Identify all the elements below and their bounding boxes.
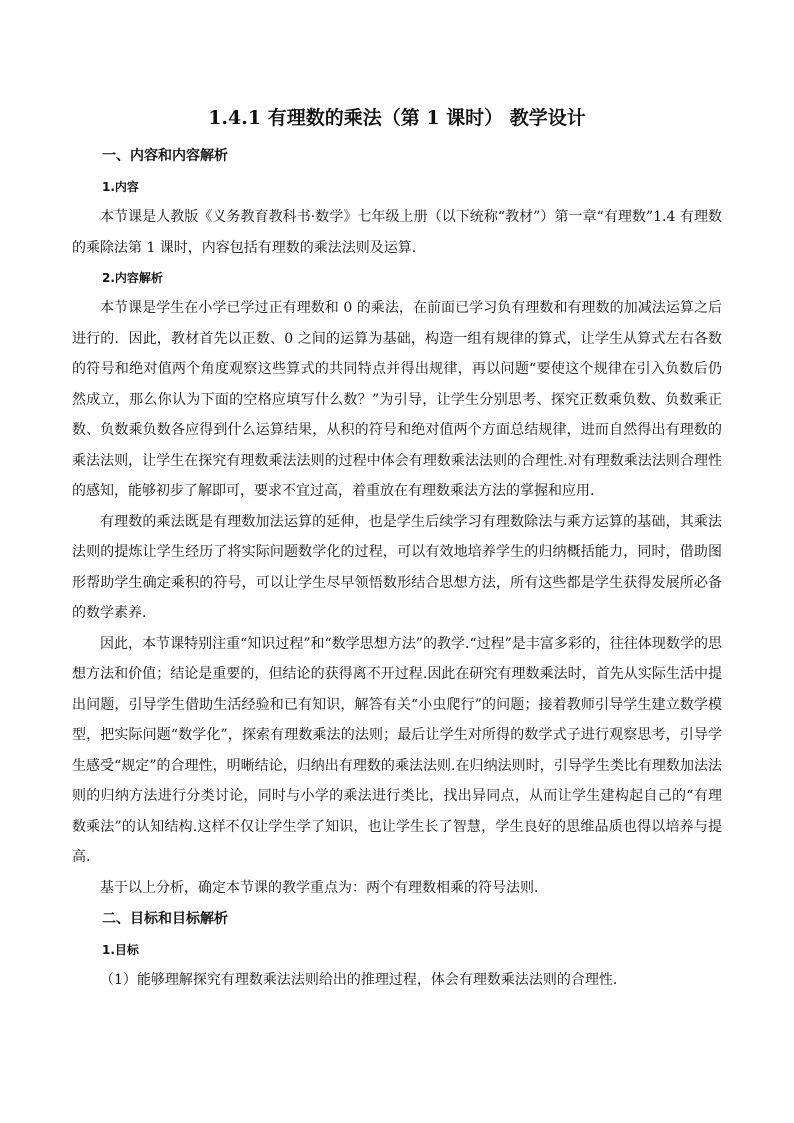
goal-item-1: （1）能够理解探究有理数乘法法则给出的推理过程，体会有理数乘法法则的合理性. <box>100 972 618 988</box>
document-title: 1.4.1 有理数的乘法（第 1 课时） 教学设计 <box>208 107 586 129</box>
paragraph-content: 本节课是人教版《义务教育教科书·数学》七年级上册（以下统称“教材”）第一章“有理数”1.4 有理数的乘除法第 1 课时，内容包括有理数的乘法法则及运算. <box>72 209 722 256</box>
paragraph-analysis-1: 本节课是学生在小学已学过正有理数和 0 的乘法，在前面已学习负有理数和有理数的加减法运算之后进行的．因此，教材首先以正数、0 之间的运算为基础，构造一组有规律的算式，让学生从算式左右各数的符号和绝对值两个角度观察这些算式的共同特点并得出规律，再以问题“要使这个规律在引入负数后仍然成立，那么你认为下面的空格应填写什么数？”为引导，让学生分别思考、探究正数乘负数、负数乘正数、负数乘负数各应得到什么运算结果，从积的符号和绝对值两个方面总结规律，进而自然得出有理数的乘法法则，让学生在探究有理数乘法法则的过程中体会有理数乘法法则的合理性.对有理数乘法法则合理性的感知，能够初步了解即可，要求不宜过高，着重放在有理数乘法方法的掌握和应用. <box>72 300 722 499</box>
document-body <box>72 140 722 995</box>
paragraph-analysis-4: 基于以上分析，确定本节课的教学重点为：两个有理数相乘的符号法则. <box>100 879 539 896</box>
section-heading-goals: 二、目标和目标解析 <box>102 911 228 927</box>
subheading-content-analysis: 2.内容解析 <box>102 271 163 285</box>
subheading-goals: 1.目标 <box>102 943 139 957</box>
paragraph-analysis-2: 有理数的乘法既是有理数加法运算的延伸，也是学生后续学习有理数除法与乘方运算的基础，其乘法法则的提炼让学生经历了将实际问题数学化的过程，可以有效地培养学生的归纳概括能力，同时，借助图形帮助学生确定乘积的符号，可以让学生尽早领悟数形结合思想方法，所有这些都是学生获得发展所必备的数学素养. <box>72 513 722 621</box>
paragraph-analysis-3: 因此，本节课特别注重“知识过程”和“数学思想方法”的教学.“过程”是丰富多彩的，往往体现数学的思想方法和价值；结论是重要的，但结论的获得离不开过程.因此在研究有理数乘法时，首先从实际生活中提出问题，引导学生借助生活经验和已有知识，解答有关“小虫爬行”的问题；接着教师引导学生建立数学模型，把实际问题“数学化”，探索有理数乘法的法则；最后让学生对所得的数学式子进行观察思考，引导学生感受“规定”的合理性，明晰结论，归纳出有理数的乘法法则.在归纳法则时，引导学生类比有理数加法法则的归纳方法进行分类讨论，同时与小学的乘法进行类比，找出异同点，从而让学生建构起自己的“有理数乘法”的认知结构.这样不仅让学生学了知识，也让学生长了智慧，学生良好的思维品质也得以培养与提高. <box>72 635 722 865</box>
section-heading-content: 一、内容和内容解析 <box>102 148 228 164</box>
subheading-content: 1.内容 <box>102 180 139 194</box>
